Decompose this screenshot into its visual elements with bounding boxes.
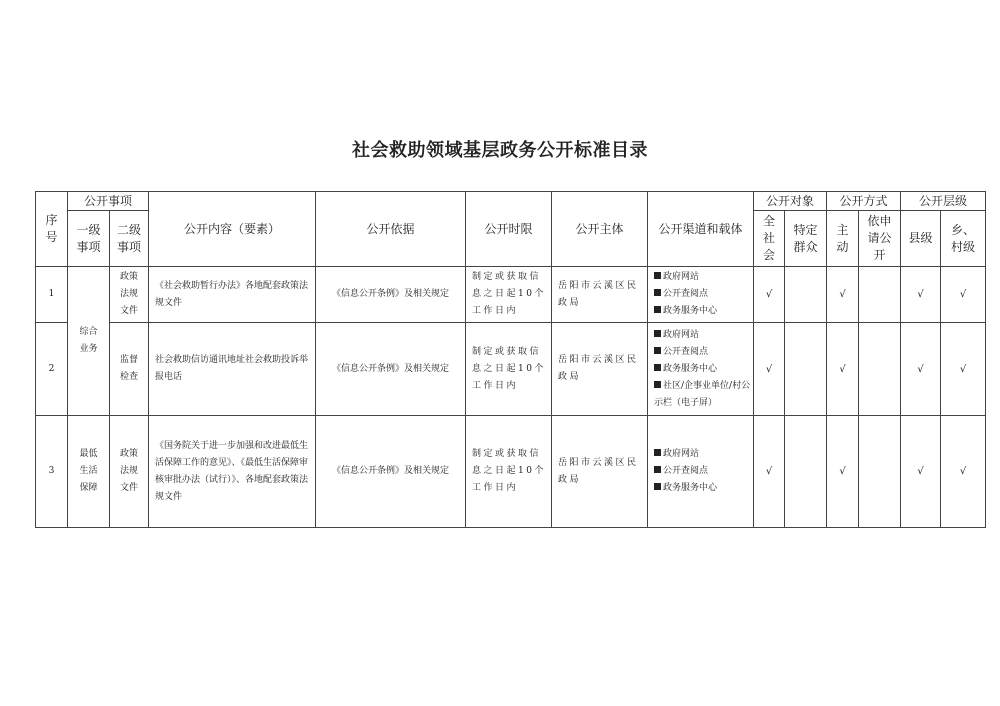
- row-method-apply: [859, 416, 901, 528]
- square-bullet-icon: [654, 364, 661, 371]
- row-method-active: √: [827, 323, 859, 416]
- row-level-county: √: [901, 267, 941, 323]
- row-level1: 最低生活保障: [68, 416, 110, 528]
- header-target-all: 全社会: [754, 211, 785, 267]
- row-channels: [648, 323, 754, 416]
- row-time-limit: 制定或获取信息之日起10个工作日内: [466, 267, 552, 323]
- square-bullet-icon: [654, 381, 661, 388]
- header-target-group: 公开对象: [754, 192, 827, 211]
- square-bullet-icon: [654, 449, 661, 456]
- row-level-county: √: [901, 416, 941, 528]
- row-basis: 《信息公开条例》及相关规定: [316, 416, 466, 528]
- row-method-active: √: [827, 267, 859, 323]
- row-subject: 岳阳市云溪区民政局: [552, 267, 648, 323]
- row-time-limit: 制定或获取信息之日起10个工作日内: [466, 323, 552, 416]
- channel-item: 政府网站: [648, 327, 753, 344]
- row-level-town: √: [941, 323, 986, 416]
- row-content: 社会救助信访通讯地址社会救助投诉举报电话: [149, 323, 316, 416]
- header-items-group: 公开事项: [68, 192, 149, 211]
- row-level2: 政策法规文件: [110, 416, 149, 528]
- row-subject: 岳阳市云溪区民政局: [552, 416, 648, 528]
- row-content: 《社会救助暂行办法》各地配套政策法规文件: [149, 267, 316, 323]
- channel-item: 公开查阅点: [648, 286, 753, 303]
- channel-item: 政务服务中心: [648, 480, 753, 497]
- channel-item: 公开查阅点: [648, 463, 753, 480]
- row-subject: 岳阳市云溪区民政局: [552, 323, 648, 416]
- row-channels: [648, 416, 754, 528]
- row-target-specific: [785, 267, 827, 323]
- row-level2: 政策法规文件: [110, 267, 149, 323]
- channel-item: 公开查阅点: [648, 344, 753, 361]
- row-channels: [648, 267, 754, 323]
- row-target-all: √: [754, 267, 785, 323]
- row-level-town: √: [941, 267, 986, 323]
- row-method-apply: [859, 323, 901, 416]
- header-level-town: 乡、村级: [941, 211, 986, 267]
- table-row: [36, 267, 986, 323]
- square-bullet-icon: [654, 483, 661, 490]
- header-seq: 序号: [36, 192, 68, 267]
- square-bullet-icon: [654, 306, 661, 313]
- header-level-county: 县级: [901, 211, 941, 267]
- square-bullet-icon: [654, 272, 661, 279]
- row-target-specific: [785, 416, 827, 528]
- channel-item: 社区/企事业单位/村公示栏（电子屏）: [654, 380, 751, 408]
- header-level1: 一级事项: [68, 211, 110, 267]
- header-basis: 公开依据: [316, 192, 466, 267]
- header-channel: 公开渠道和载体: [648, 192, 754, 267]
- header-content: 公开内容（要素）: [149, 192, 316, 267]
- header-time-limit: 公开时限: [466, 192, 552, 267]
- table-row: [36, 416, 986, 528]
- row-level-town: √: [941, 416, 986, 528]
- square-bullet-icon: [654, 289, 661, 296]
- row-target-all: √: [754, 416, 785, 528]
- row-basis: 《信息公开条例》及相关规定: [316, 267, 466, 323]
- header-level-group: 公开层级: [901, 192, 986, 211]
- table-row: [36, 323, 986, 416]
- row-method-active: √: [827, 416, 859, 528]
- row-level1: 综合业务: [68, 267, 110, 416]
- header-method-group: 公开方式: [827, 192, 901, 211]
- row-basis: 《信息公开条例》及相关规定: [316, 323, 466, 416]
- page-title: 社会救助领域基层政务公开标准目录: [352, 140, 648, 161]
- header-level2: 二级事项: [110, 211, 149, 267]
- square-bullet-icon: [654, 347, 661, 354]
- row-seq: 2: [36, 323, 68, 416]
- channel-item: 政府网站: [648, 269, 753, 286]
- header-target-specific: 特定群众: [785, 211, 827, 267]
- square-bullet-icon: [654, 330, 661, 337]
- channel-item: 政府网站: [648, 446, 753, 463]
- row-target-specific: [785, 323, 827, 416]
- row-target-all: √: [754, 323, 785, 416]
- row-time-limit: 制定或获取信息之日起10个工作日内: [466, 416, 552, 528]
- header-method-active: 主动: [827, 211, 859, 267]
- row-method-apply: [859, 267, 901, 323]
- row-seq: 3: [36, 416, 68, 528]
- header-method-apply: 依申请公开: [859, 211, 901, 267]
- channel-item: 政务服务中心: [648, 303, 753, 320]
- row-seq: 1: [36, 267, 68, 323]
- catalog-table: [35, 191, 986, 528]
- header-subject: 公开主体: [552, 192, 648, 267]
- row-level2: 监督检查: [110, 323, 149, 416]
- row-content: 《国务院关于进一步加强和改进最低生活保障工作的意见》、《最低生活保障审核审批办法（试行）》、各地配套政策法规文件: [149, 416, 316, 528]
- channel-item: 政务服务中心: [648, 361, 753, 378]
- row-level-county: √: [901, 323, 941, 416]
- square-bullet-icon: [654, 466, 661, 473]
